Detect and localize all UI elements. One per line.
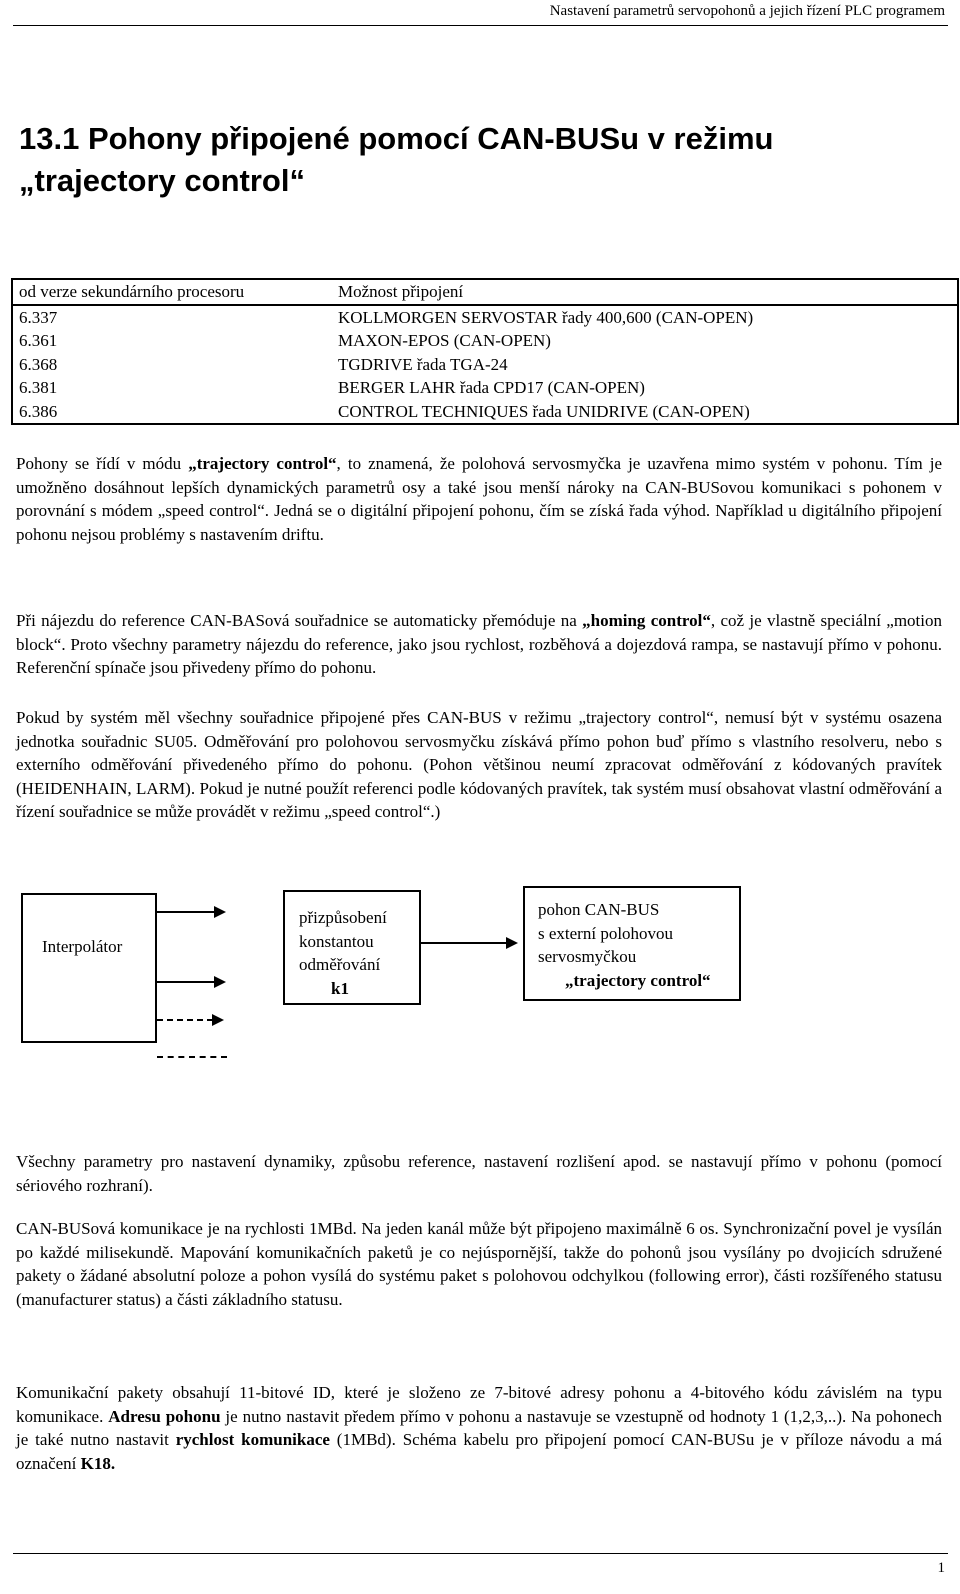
table-cell-connection: BERGER LAHR řada CPD17 (CAN-OPEN) xyxy=(332,376,958,400)
table-cell-connection: MAXON-EPOS (CAN-OPEN) xyxy=(332,329,958,353)
bold-term: „trajectory control“ xyxy=(188,454,337,473)
section-title-line2: „trajectory control“ xyxy=(19,163,305,198)
drive-label-line3: servosmyčkou xyxy=(538,947,637,966)
bold-term: rychlost komunikace xyxy=(175,1430,330,1449)
section-title-line1: 13.1 Pohony připojené pomocí CAN-BUSu v režimu xyxy=(19,121,774,156)
bold-term: „homing control“ xyxy=(582,611,711,630)
bold-term: Adresu pohonu xyxy=(108,1406,221,1426)
paragraph-canbus-communication: CAN-BUSová komunikace je na rychlosti 1MBd. Na jeden kanál může být připojeno maximálně 6 os. Synchronizační povel je vysílán po každé milisekundě. Mapování komunikačních paketů je co nejúspornější, takže do pohonů jsou vysílány po dvojicích sdružené pakety o žádané absolutní poloze a pohon vysílá do systému paket s polohovou odchylkou (following error), části rozšířeného statusu (manufacturer status) a části základního statusu. xyxy=(16,1219,942,1309)
table-row xyxy=(12,329,958,353)
bold-term: K18. xyxy=(80,1453,116,1473)
table-row xyxy=(12,353,958,377)
adaptation-label-line3: odměřování xyxy=(299,955,381,974)
text: Při nájezdu do reference CAN-BASová souřadnice se automaticky přemóduje na xyxy=(16,611,583,630)
version-table xyxy=(11,278,959,425)
drive-label-line1: pohon CAN-BUS xyxy=(538,900,660,919)
table-row xyxy=(12,376,958,400)
arrow-line xyxy=(157,981,215,983)
footer-rule xyxy=(13,1553,948,1554)
text: , to znamená, že polohová servosmyčka je uzavřena mimo systém v pohonu. Tím je umožněno dosáhnout lepších dynamických parametrů osy a také jsou menší nároky na CAN-BUSovou komunikaci s pohonem v porovnání s módem „speed control“. Jedná se o digitální připojení pohonu, čím se získá řada výhod. Například u digitálního připojení pohonu nejsou problémy s nastavením driftu. xyxy=(16,454,942,544)
table-header-cell: od verze sekundárního procesoru xyxy=(12,279,332,305)
table-row xyxy=(12,305,958,330)
dashed-line xyxy=(157,1019,213,1021)
table-header-row xyxy=(12,279,958,305)
adaptation-label-line1: přizpůsobení xyxy=(299,908,387,927)
table-header-cell: Možnost připojení xyxy=(332,279,958,305)
table-row xyxy=(12,400,958,425)
arrow-head-icon xyxy=(212,1014,224,1026)
interpolator-label: Interpolátor xyxy=(42,937,123,956)
table-cell-connection: CONTROL TECHNIQUES řada UNIDRIVE (CAN-OPEN) xyxy=(332,400,958,425)
table-cell-connection: KOLLMORGEN SERVOSTAR řady 400,600 (CAN-OPEN) xyxy=(332,305,958,330)
header-rule xyxy=(13,25,948,26)
arrow-head-icon xyxy=(506,937,518,949)
text: , což je vlastně speciální „motion block“. Proto všechny parametry nájezdu do reference, jako jsou rychlost, rozběhová a dojezdová rampa, se nastavují přímo v pohonu. Referenční spínače jsou přivedeny přímo do pohonu. xyxy=(16,611,942,677)
table-cell-version: 6.368 xyxy=(12,353,332,377)
dashed-line xyxy=(157,1056,227,1058)
table-cell-version: 6.337 xyxy=(12,305,332,330)
block-diagram xyxy=(0,886,960,1126)
interpolator-box xyxy=(21,893,157,1043)
paragraph-packets xyxy=(16,1381,942,1475)
table-cell-version: 6.381 xyxy=(12,376,332,400)
arrow-line xyxy=(157,911,215,913)
table-cell-version: 6.386 xyxy=(12,400,332,425)
adaptation-label-line2: konstantou xyxy=(299,932,374,951)
running-header: Nastavení parametrů servopohonů a jejich řízení PLC programem xyxy=(549,3,945,19)
adaptation-box xyxy=(283,890,421,1005)
arrow-line xyxy=(421,942,507,944)
page-number: 1 xyxy=(937,1560,945,1576)
section-title xyxy=(19,118,773,202)
arrow-head-icon xyxy=(214,976,226,988)
drive-label-line2: s externí polohovou xyxy=(538,924,674,943)
arrow-head-icon xyxy=(214,906,226,918)
text: je nutno nastavit předem přímo v pohonu a nastavuje se vzestupně od hodnoty 1 (1,2,3,..). Na pohonech je také nutno nastavit xyxy=(16,1406,942,1449)
table-cell-version: 6.361 xyxy=(12,329,332,353)
paragraph-homing xyxy=(16,609,942,680)
drive-box xyxy=(523,886,741,1001)
text: (1MBd). Schéma kabelu pro připojení pomocí CAN-BUSu je v příloze návodu a má označení xyxy=(16,1430,942,1473)
paragraph-trajectory-mode xyxy=(16,452,942,546)
paragraph-parameters: Všechny parametry pro nastavení dynamiky, způsobu reference, nastavení rozlišení apod. se nastavují přímo v pohonu (pomocí sériového rozhraní). xyxy=(16,1152,942,1195)
text: Komunikační pakety obsahují 11-bitové ID, které je složeno ze 7-bitové adresy pohonu a 4-bitového kódu závislém na typu komunikace. xyxy=(16,1383,942,1426)
drive-label-line4: „trajectory control“ xyxy=(565,971,711,990)
table-cell-connection: TGDRIVE řada TGA-24 xyxy=(332,353,958,377)
text: Pohony se řídí v módu xyxy=(16,454,189,473)
adaptation-label-line4: k1 xyxy=(331,979,349,998)
paragraph-measurement: Pokud by systém měl všechny souřadnice připojené přes CAN-BUS v režimu „trajectory control“, nemusí být v systému osazena jednotka souřadnic SU05. Odměřování pro polohovou servosmyčku získává přímo pohon buď přímo s vlastního resolveru, nebo s externího odměřování přivedeného přímo do pohonu. (Pohon většinou neumí zpracovat odměřování z kódovaných pravítek (HEIDENHAIN, LARM). Pokud je nutné použít referenci podle kódovaných pravítek, tak systém musí obsahovat vlastní odměřování a řízení souřadnice se může provádět v režimu „speed control“.) xyxy=(16,708,942,821)
